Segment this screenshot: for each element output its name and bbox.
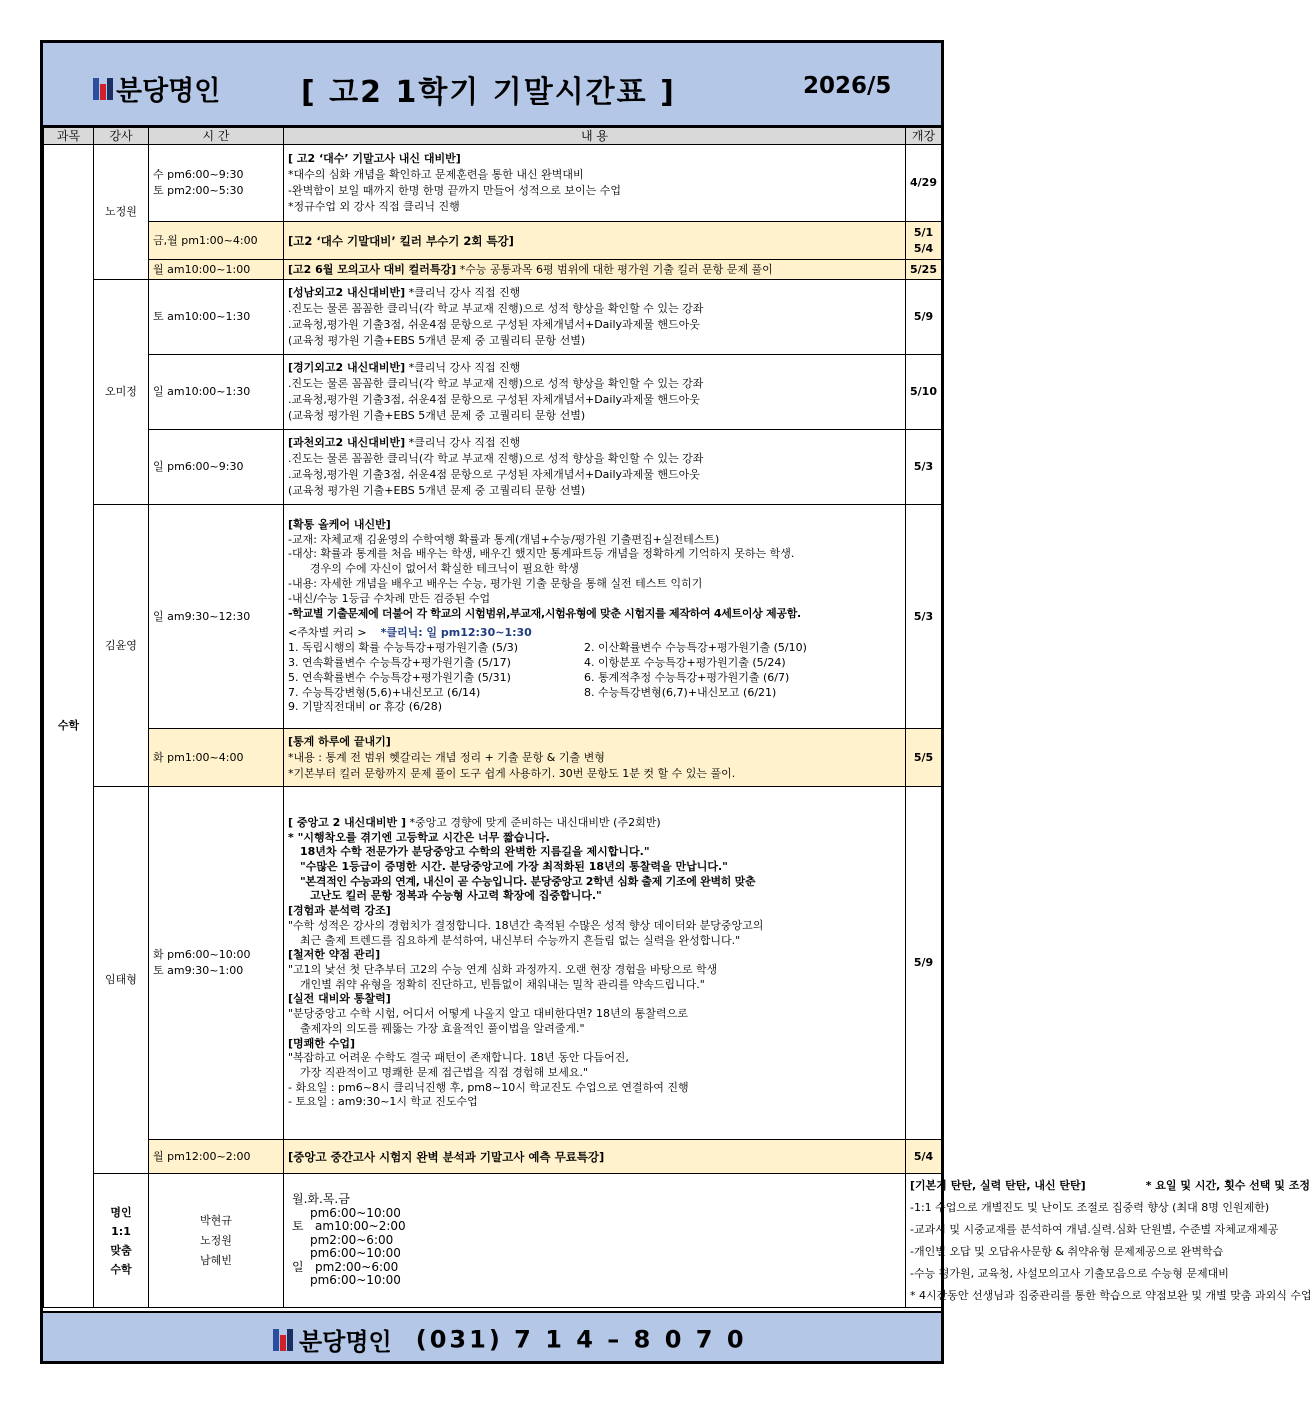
page-title: [ 고2 1학기 기말시간표 ] [301,75,676,110]
time-cell: 수 pm6:00~9:30 토 pm2:00~5:30 [149,145,284,222]
content-cell: [성남외고2 내신대비반] *클리닉 강사 직접 진행 .진도는 물론 꼼꼼한 클리닉(각 학교 부교재 진행)으로 성적 향상을 확인할 수 있는 강좌 .교육청,평가원 기출3점, 쉬운4점 문항으로 구성된 자체개념서+Daily과제물 핸드아웃 (교육청 평가원 기출+EBS 5개년 문제 중 고퀄리티 문항 선별) [284,280,906,355]
footer [43,1311,941,1361]
header-date: 2026/5 [803,73,892,99]
time-cell: 일 am9:30~12:30 [149,505,284,729]
time-cell: 월 pm12:00~2:00 [149,1140,284,1174]
table-row [44,260,942,280]
teacher-oh: 오미정 [94,280,149,505]
content-cell: [경기외고2 내신대비반] *클리닉 강사 직접 진행 .진도는 물론 꼼꼼한 클리닉(각 학교 부교재 진행)으로 성적 향상을 확인할 수 있는 강좌 .교육청,평가원 기출3점, 쉬운4점 문항으로 구성된 자체개념서+Daily과제물 핸드아웃 (교육청 평가원 기출+EBS 5개년 문제 중 고퀄리티 문항 선별) [284,355,906,430]
open-date: 5/5 [906,729,942,787]
teacher-oneone: 박현규 노정원 남혜빈 [149,1174,284,1308]
footer-phone: (031) 7 1 4 – 8 0 7 0 [415,1325,747,1354]
teacher-lim: 임태형 [94,787,149,1174]
table-row [44,355,942,430]
content-cell: [통계 하루에 끝내기] *내용 : 통계 전 범위 헷갈리는 개념 정리 + 기출 문항 & 기출 변형 *기본부터 킬러 문항까지 문제 풀이 도구 쉽게 사용하기. 30번 문항도 1분 컷 할 수 있는 풀이. [284,729,906,787]
subject-oneone: 명인 1:1 맞춤 수학 [94,1174,149,1308]
col-header-time: 시 간 [149,128,284,145]
time-cell: 월 am10:00~1:00 [149,260,284,280]
table-row [44,505,942,729]
content-cell: [ 고2 ‘대수’ 기말고사 내신 대비반] *대수의 심화 개념을 확인하고 문제훈련을 통한 내신 완벽대비 -완벽함이 보일 때까지 한명 한명 끝까지 만들어 성적으로 보이는 수업 *정규수업 외 강사 직접 클리닉 진행 [284,145,906,222]
teacher-kim: 김윤영 [94,505,149,787]
content-cell: [확통 올케어 내신반] -교재: 자체교재 김윤영의 수학여행 확률과 통계(개념+수능/평가원 기출편집+실전테스트) -대상: 확률과 통계를 처음 배우는 학생, 배우긴 했지만 통계파트등 개념을 정확하게 기억하지 못하는 학생. 경우의 수에 자신이 없어서 확실한 테크닉이 필요한 학생 -내용: 자세한 개념을 배우고 배우는 수능, 평가원 기출 문항을 통해 실전 테스트 익히기 -내신/수능 1등급 수차례 만든 검증된 수업 -학교별 기출문제에 더불어 각 학교의 시험범위,부교재,시험유형에 맞춘 시험지를 제작하여 4세트이상 제공함. <주차별 커리 > *클리닉: 일 pm12:30~1:30 1. 독립시행의 확률 수능특강+평가원기출 (5/3) 2. 이산확률변수 수능특강+평가원기출 (5/10) 3. 연속확률변수 수능특강+평가원기출 (5/17) 4. 이항분포 수능특강+평가원기출 (5/24) 5. 연속확률변수 수능특강+평가원기출 (5/31) 6. 통계적추정 수능특강+평가원기출 (6/7) 7. 수능특강변형(5,6)+내신모고 (6/14) 8. 수능특강변형(6,7)+내신모고 (6/21) 9. 기말직전대비 or 휴강 (6/28) [284,505,906,729]
footer-contact [273,1322,747,1357]
time-cell: 화 pm1:00~4:00 [149,729,284,787]
timetable [43,127,1312,1308]
table-row [44,222,942,260]
col-header-open: 개강 [906,128,942,145]
footer-brand: 분당명인 [299,1328,392,1356]
content-cell: [과천외고2 내신대비반] *클리닉 강사 직접 진행 .진도는 물론 꼼꼼한 클리닉(각 학교 부교재 진행)으로 성적 향상을 확인할 수 있는 강좌 .교육청,평가원 기출3점, 쉬운4점 문항으로 구성된 자체개념서+Daily과제물 핸드아웃 (교육청 평가원 기출+EBS 5개년 문제 중 고퀄리티 문항 선별) [284,430,906,505]
header [43,43,941,127]
content-cell: [ 중앙고 2 내신대비반 ] *중앙고 경향에 맞게 준비하는 내신대비반 (주2회반) * "시행착오를 겪기엔 고등학교 시간은 너무 짧습니다. 18년차 수학 전문가가 분당중앙고 수학의 완벽한 지름길을 제시합니다." "수많은 1등급이 증명한 시간. 분당중앙고에 가장 최적화된 18년의 통찰력을 만납니다." "본격적인 수능과의 연계, 내신이 곧 수능입니다. 분당중앙고 2학년 심화 출제 기조에 완벽히 맞춘 고난도 킬러 문항 정복과 수능형 사고력 확장에 집중합니다." [경험과 분석력 강조] "수학 성적은 강사의 경험치가 결정합니다. 18년간 축적된 수많은 성적 향상 데이터와 분당중앙고의 최근 출제 트렌드를 집요하게 분석하여, 내신부터 수능까지 흔들림 없는 실력을 완성합니다." [철저한 약점 관리] "고1의 낯선 첫 단추부터 고2의 수능 연계 심화 과정까지. 오랜 현장 경험을 바탕으로 학생 개인별 취약 유형을 정확히 진단하고, 빈틈없이 채워내는 밀착 관리를 약속드립니다." [실전 대비와 통찰력] "분당중앙고 수학 시험, 어디서 어떻게 나올지 알고 대비한다면? 18년의 통찰력으로 출제자의 의도를 꿰뚫는 가장 효율적인 풀이법을 알려줄게." [명쾌한 수업] "복잡하고 어려운 수학도 결국 패턴이 존재합니다. 18년 동안 다듬어진, 가장 직관적이고 명쾌한 문제 접근법을 직접 경험해 보세요." - 화요일 : pm6~8시 클리닉진행 후, pm8~10시 학교진도 수업으로 연결하여 진행 - 토요일 : am9:30~1시 학교 진도수업 [284,787,906,1140]
subject-math: 수학 [44,145,94,1308]
time-cell: 일 pm6:00~9:30 [149,430,284,505]
col-header-subject: 과목 [44,128,94,145]
open-date: 5/3 [906,505,942,729]
content-cell: [기본기 탄탄, 실력 탄탄, 내신 탄탄] * 요일 및 시간, 횟수 선택 및 조정 -1:1 수업으로 개별진도 및 난이도 조절로 집중력 향상 (최대 8명 인원제한) -교과서 및 시중교재를 분석하여 개념.실력.심화 단원별, 수준별 자체교재제공 -개인별 오답 및 오답유사문항 & 취약유형 문제제공으로 완벽학습 -수능 평가원, 교육청, 사설모의고사 기출모음으로 수능형 문제대비 * 4시간동안 선생님과 집중관리를 통한 학습으로 약점보완 및 개별 맞춤 과외식 수업 [906,1174,942,1308]
brand-logo-icon [273,1329,293,1351]
table-row [44,1140,942,1174]
teacher-noh: 노정원 [94,145,149,280]
table-row [44,1174,942,1308]
time-cell: 월.화.목.금 pm6:00~10:00 토 am10:00~2:00 pm2:00~6:00 pm6:00~10:00 일 pm2:00~6:00 pm6:00~10:00 [284,1174,906,1308]
table-row [44,729,942,787]
table-row [44,787,942,1140]
col-header-teacher: 강사 [94,128,149,145]
table-header-row [44,128,942,145]
content-cell: [고2 6월 모의고사 대비 컬러특강] *수능 공통과목 6평 범위에 대한 평가원 기출 킬러 문항 문제 풀이 [284,260,906,280]
brand-logo-icon [93,78,113,100]
table-row [44,280,942,355]
open-date: 5/4 [906,1140,942,1174]
content-cell: [고2 ‘대수 기말대비’ 킬러 부수기 2회 특강] [284,222,906,260]
time-cell: 일 am10:00~1:30 [149,355,284,430]
open-date: 5/9 [906,787,942,1140]
open-date: 5/3 [906,430,942,505]
time-cell: 화 pm6:00~10:00 토 am9:30~1:00 [149,787,284,1140]
col-header-content: 내 용 [284,128,906,145]
table-row [44,145,942,222]
open-date: 5/10 [906,355,942,430]
open-date: 5/1 5/4 [906,222,942,260]
open-date: 4/29 [906,145,942,222]
header-brand: 분당명인 [93,69,220,108]
open-date: 5/9 [906,280,942,355]
time-cell: 토 am10:00~1:30 [149,280,284,355]
time-cell: 금,월 pm1:00~4:00 [149,222,284,260]
timetable-frame [40,40,1312,1364]
open-date: 5/25 [906,260,942,280]
table-row [44,430,942,505]
content-cell: [중앙고 중간고사 시험지 완벽 분석과 기말고사 예측 무료특강] [284,1140,906,1174]
